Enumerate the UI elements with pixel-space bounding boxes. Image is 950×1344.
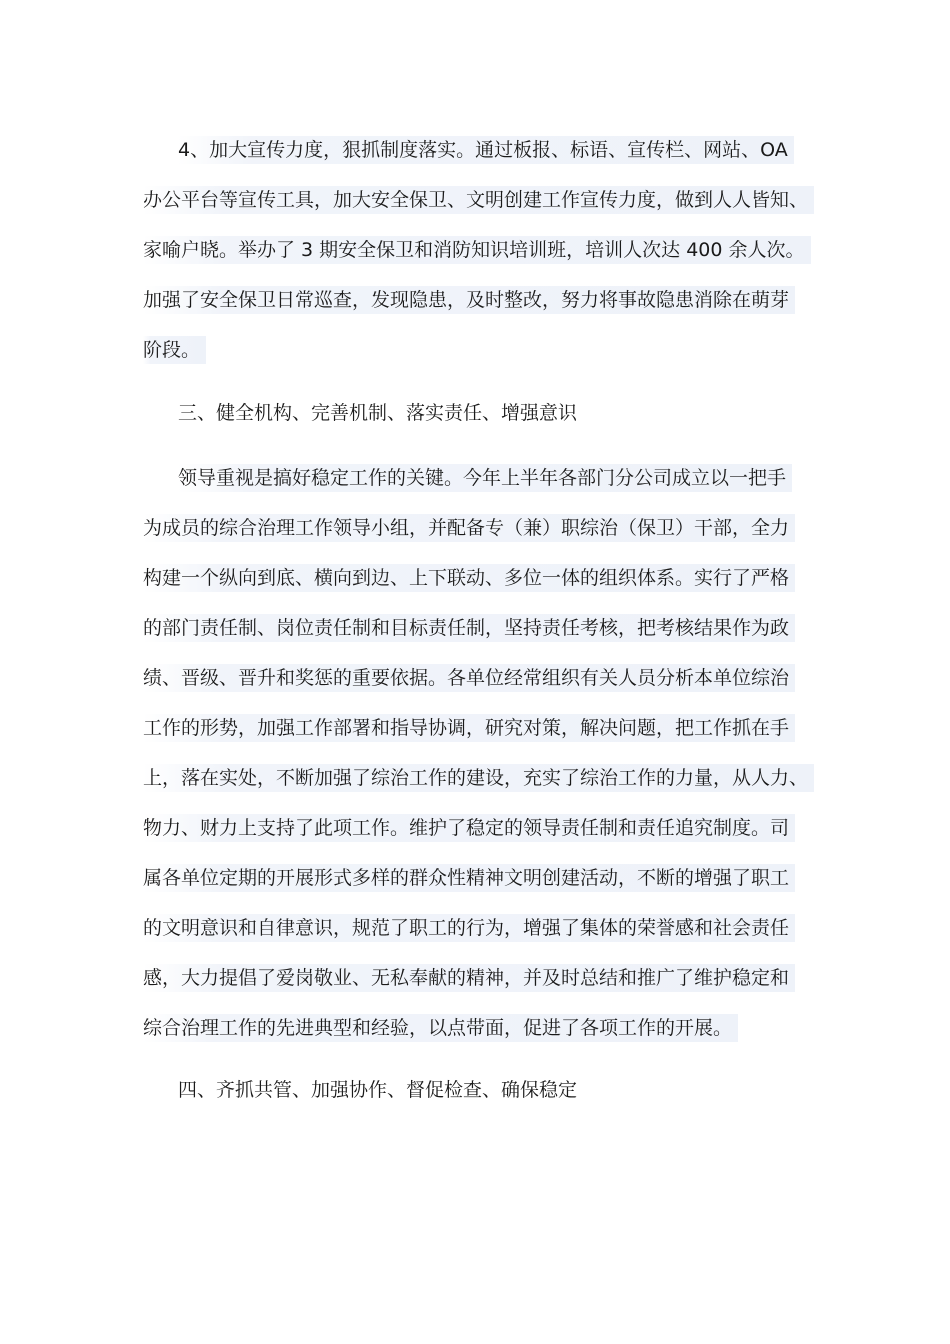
section-heading: 四、齐抓共管、加强协作、督促检查、确保稳定	[178, 1079, 578, 1101]
paragraph-line: 的部门责任制、岗位责任制和目标责任制，坚持责任考核，把考核结果作为政	[143, 614, 795, 642]
paragraph-line: 感，大力提倡了爱岗敬业、无私奉献的精神，并及时总结和推广了维护稳定和	[143, 964, 795, 992]
paragraph-line: 加强了安全保卫日常巡查，发现隐患，及时整改，努力将事故隐患消除在萌芽	[143, 286, 795, 314]
paragraph-line: 4、加大宣传力度，狠抓制度落实。通过板报、标语、宣传栏、网站、OA	[178, 136, 794, 164]
paragraph-line: 为成员的综合治理工作领导小组，并配备专（兼）职综治（保卫）干部，全力	[143, 514, 795, 542]
paragraph-line: 家喻户晓。举办了 3 期安全保卫和消防知识培训班，培训人次达 400 余人次。	[143, 236, 811, 264]
paragraph-line: 领导重视是搞好稳定工作的关键。今年上半年各部门分公司成立以一把手	[178, 464, 792, 492]
paragraph-line: 物力、财力上支持了此项工作。维护了稳定的领导责任制和责任追究制度。司	[143, 814, 795, 842]
paragraph-line: 综合治理工作的先进典型和经验，以点带面，促进了各项工作的开展。	[143, 1014, 738, 1042]
section-heading: 三、健全机构、完善机制、落实责任、增强意识	[178, 402, 578, 424]
paragraph-line: 阶段。	[143, 336, 206, 364]
paragraph-line: 绩、晋级、晋升和奖惩的重要依据。各单位经常组织有关人员分析本单位综治	[143, 664, 795, 692]
paragraph-line: 的文明意识和自律意识，规范了职工的行为，增强了集体的荣誉感和社会责任	[143, 914, 795, 942]
paragraph-line: 构建一个纵向到底、横向到边、上下联动、多位一体的组织体系。实行了严格	[143, 564, 795, 592]
paragraph-line: 属各单位定期的开展形式多样的群众性精神文明创建活动，不断的增强了职工	[143, 864, 795, 892]
paragraph-line: 办公平台等宣传工具，加大安全保卫、文明创建工作宣传力度，做到人人皆知、	[143, 186, 814, 214]
paragraph-line: 工作的形势，加强工作部署和指导协调，研究对策，解决问题，把工作抓在手	[143, 714, 795, 742]
paragraph-line: 上，落在实处，不断加强了综治工作的建设，充实了综治工作的力量，从人力、	[143, 764, 814, 792]
